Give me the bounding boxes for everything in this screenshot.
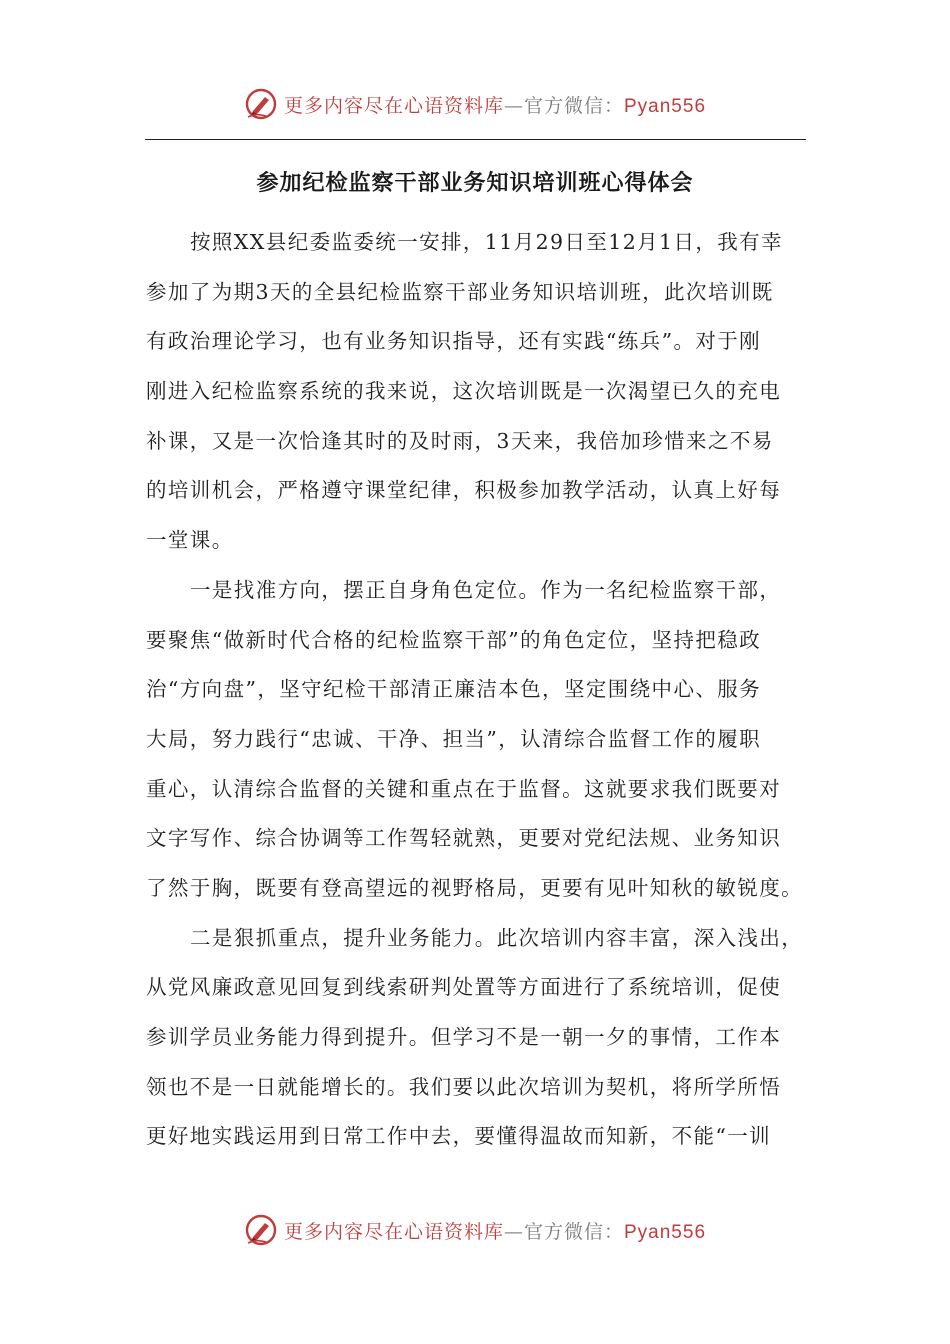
paragraph-line: 一是找准方向，摆正自身角色定位。作为一名纪检监察干部，: [190, 577, 782, 602]
pen-logo-icon: [244, 1213, 278, 1247]
paragraph-line: 的培训机会，严格遵守课堂纪律，积极参加教学活动，认真上好每: [146, 478, 782, 503]
paragraph-line: 治“方向盘”，坚守纪检干部清正廉洁本色，坚定围绕中心、服务: [146, 677, 762, 702]
document-title: 参加纪检监察干部业务知识培训班心得体会: [256, 171, 694, 196]
paragraph-line: 一堂课。: [146, 528, 234, 553]
wechat-id: Pyan556: [624, 1221, 707, 1243]
header-banner: [0, 84, 950, 124]
paragraph-line: 补课，又是一次恰逢其时的及时雨，3天来，我倍加珍惜来之不易: [146, 428, 774, 453]
header-banner-text: 更多内容尽在心语资料库—官方微信：Pyan556: [283, 94, 707, 117]
paragraph-line: 更好地实践运用到日常工作中去，要懂得温故而知新，不能“一训: [146, 1124, 772, 1149]
paragraph-line: 按照XX县纪委监委统一安排，11月29日至12月1日，我有幸: [190, 230, 783, 254]
paragraph-line: 领也不是一日就能增长的。我们要以此次培训为契机，将所学所悟: [146, 1074, 782, 1099]
paragraph-line: 要聚焦“做新时代合格的纪检监察干部”的角色定位，坚持把稳政: [146, 627, 762, 652]
footer-banner: [0, 1210, 950, 1250]
paragraph-line: 文字写作、综合协调等工作驾轻就熟，更要对党纪法规、业务知识: [146, 826, 782, 851]
document-body: [146, 218, 808, 1162]
paragraph-line: 重心，认清综合监督的关键和重点在于监督。这就要求我们既要对: [146, 776, 782, 801]
paragraph-line: 参加了为期3天的全县纪检监察干部业务知识培训班，此次培训既: [146, 279, 774, 304]
paragraph-line: 有政治理论学习，也有业务知识指导，还有实践“练兵”。对于刚: [146, 329, 762, 354]
header-divider: [145, 139, 806, 140]
paragraph-line: 二是狠抓重点，提升业务能力。此次培训内容丰富，深入浅出，: [190, 925, 804, 950]
paragraph-line: 大局，努力践行“忠诚、干净、担当”，认清综合监督工作的履职: [146, 726, 762, 751]
wechat-id: Pyan556: [624, 95, 707, 117]
paragraph-line: 了然于胸，既要有登高望远的视野格局，更要有见叶知秋的敏锐度。: [146, 875, 803, 900]
footer-banner-text: 更多内容尽在心语资料库—官方微信：Pyan556: [283, 1220, 707, 1243]
pen-logo-icon: [244, 87, 278, 121]
paragraph-line: 参训学员业务能力得到提升。但学习不是一朝一夕的事情，工作本: [146, 1025, 782, 1049]
paragraph-line: 从党风廉政意见回复到线索研判处置等方面进行了系统培训，促使: [146, 975, 782, 1000]
paragraph-line: 刚进入纪检监察系统的我来说，这次培训既是一次渴望已久的充电: [146, 379, 782, 404]
